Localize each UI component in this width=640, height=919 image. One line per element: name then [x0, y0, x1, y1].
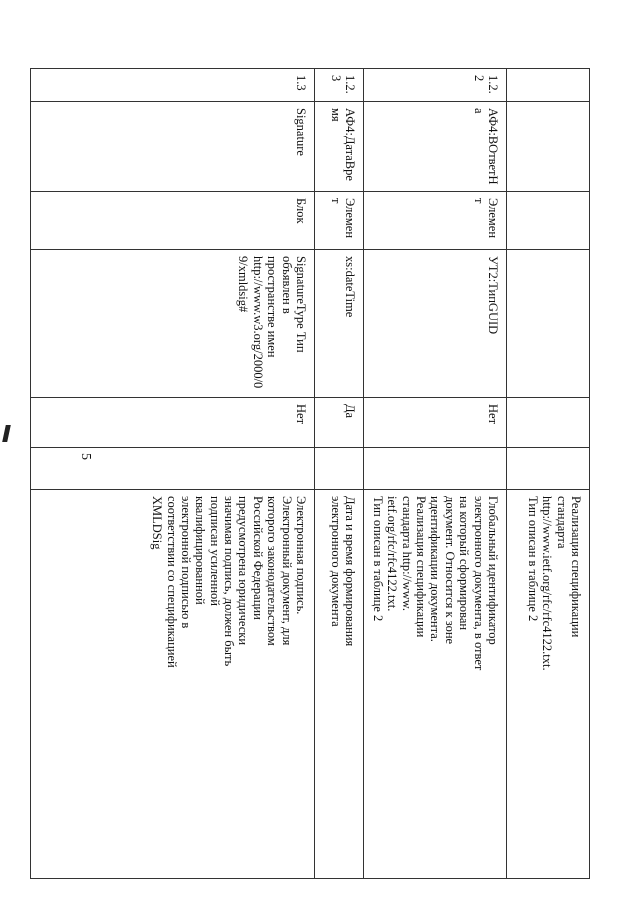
rotated-page-content: [75, 68, 590, 878]
cell-id: [507, 69, 590, 102]
binding-mark: [2, 425, 11, 442]
cell-required: [507, 398, 590, 448]
cell-id: 1.2.3: [315, 69, 364, 102]
cell-description: Электронная подпись. Электронный документ, для которого законодательством Российской Федерации предусмотрена юридически значимая подпись, должен быть подписан усиленной квалифицированной электронной подписью в соответствии со спецификацией XMLDSig: [31, 490, 315, 879]
cell-kind: Элемент: [364, 192, 507, 250]
cell-description: Дата и время формирования электронного документа: [315, 490, 364, 879]
cell-type: [507, 250, 590, 398]
cell-id: 1.2.2: [364, 69, 507, 102]
cell-kind: Элемент: [315, 192, 364, 250]
table-row: [31, 69, 315, 879]
table-row: [315, 69, 364, 879]
cell-name: АФ4:ДатаВремя: [315, 102, 364, 192]
table-row-continued: [507, 69, 590, 879]
cell-type: xs:dateTime: [315, 250, 364, 398]
cell-extra: [507, 448, 590, 490]
table-row: [364, 69, 507, 879]
cell-description: Глобальный идентификатор электронного документа, в ответ на который сформирован документ. Относится к зоне идентификации документа. Реализация спецификации стандарта http://www. ietf.org/rfc/rfc4122.txt. Тип описан в таблице 2: [364, 490, 507, 879]
cell-extra: [31, 448, 315, 490]
cell-name: Signature: [31, 102, 315, 192]
cell-required: Нет: [31, 398, 315, 448]
cell-required: Да: [315, 398, 364, 448]
specification-table: [30, 68, 590, 879]
cell-extra: [364, 448, 507, 490]
cell-kind: [507, 192, 590, 250]
cell-description: Реализация спецификации стандарта http://www.ietf.org/rfc/rfc4122.txt. Тип описан в таблице 2: [507, 490, 590, 879]
cell-name: [507, 102, 590, 192]
cell-id: 1.3: [31, 69, 315, 102]
cell-type: SignatureType Тип объявлен в пространстве имен http://www.w3.org/2000/09/xmldsig#: [31, 250, 315, 398]
page-number: 5: [78, 453, 93, 460]
cell-required: Нет: [364, 398, 507, 448]
cell-extra: [315, 448, 364, 490]
cell-type: УТ2:ТипGUID: [364, 250, 507, 398]
cell-kind: Блок: [31, 192, 315, 250]
cell-name: АФ4:ВОтветНа: [364, 102, 507, 192]
